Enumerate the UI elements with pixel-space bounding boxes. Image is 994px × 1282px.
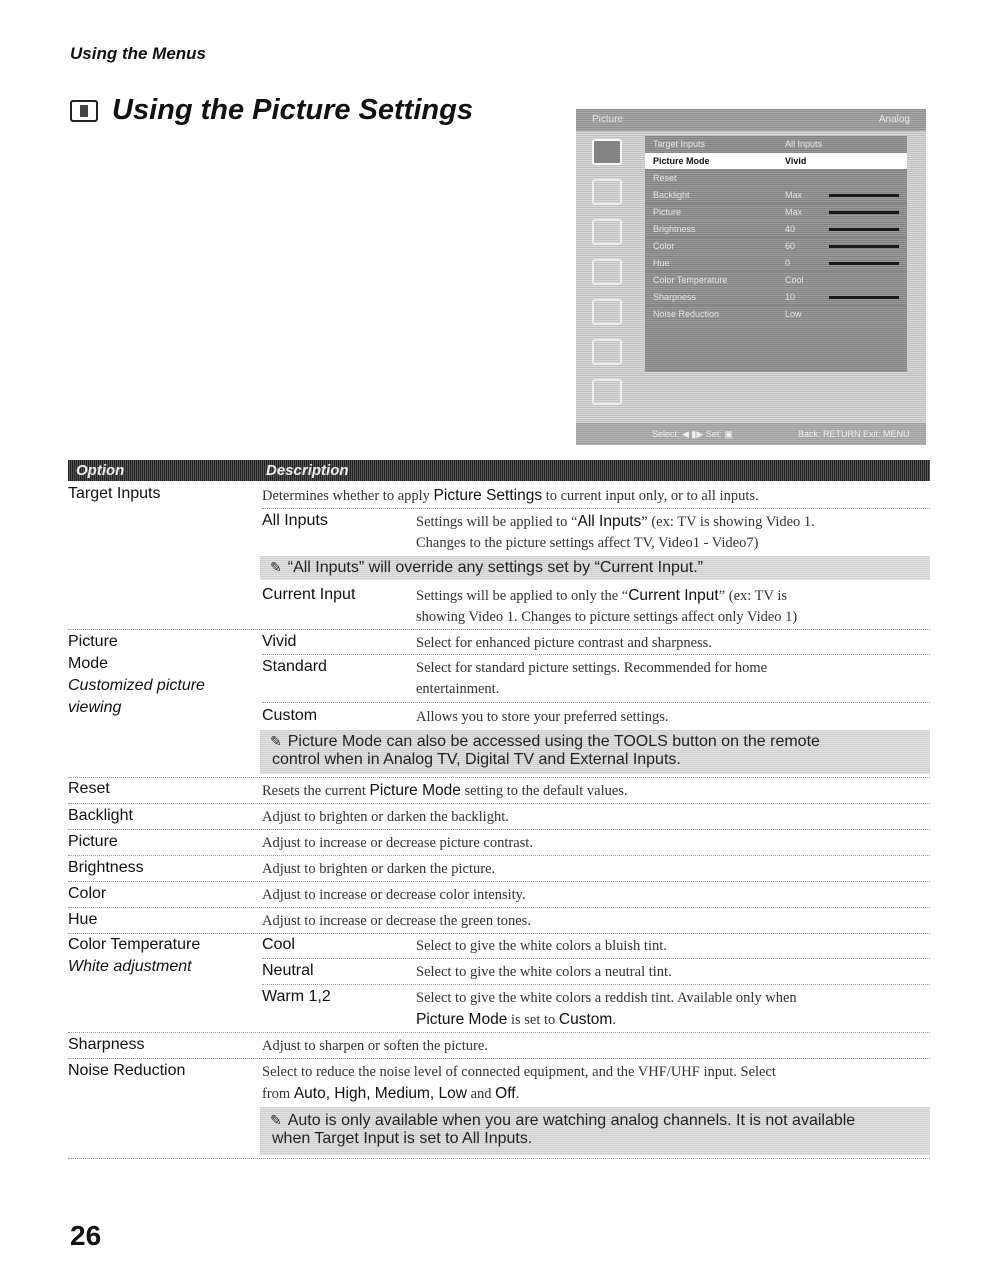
noise-reduction-description: Select to reduce the noise level of connected equipment, and the VHF/UHF input. Select from Auto, High, Medium, Low and Off. — [262, 1064, 776, 1102]
tv-menu-row-value: Low — [785, 309, 802, 319]
tv-footer-back: Back: RETURN Exit: MENU — [798, 429, 910, 439]
note-pencil-icon: ✎ — [270, 559, 282, 575]
sharpness-description: Adjust to sharpen or soften the picture. — [262, 1038, 488, 1054]
tv-menu-screenshot — [576, 109, 926, 445]
tv-menu-sidebar — [586, 139, 626, 439]
tv-menu-row-slider — [829, 211, 899, 214]
tv-menu-row — [645, 221, 907, 238]
tv-sound-icon — [592, 179, 622, 205]
backlight-description: Adjust to brighten or darken the backlight. — [262, 809, 509, 825]
option-brightness: Brightness — [68, 859, 144, 876]
tv-setup-icon — [592, 339, 622, 365]
tv-menu-row — [645, 238, 907, 255]
custom-description: Allows you to store your preferred settings. — [416, 709, 669, 725]
option-color: Color — [68, 885, 107, 902]
page-number: 26 — [70, 1220, 102, 1251]
tv-menu-list — [645, 136, 907, 372]
tv-footer-select: Select: ◀ ▮▶ Set: ▣ — [652, 429, 733, 439]
option-backlight: Backlight — [68, 807, 133, 824]
tv-tab-analog: Analog — [878, 114, 910, 125]
noise-reduction-note: ✎ Auto is only available when you are watching analog channels. It is not available when Target Input is set to All Inputs. — [260, 1107, 930, 1155]
brightness-description: Adjust to brighten or darken the picture. — [262, 861, 496, 877]
tv-menu-row-value: Vivid — [785, 156, 807, 166]
tv-menu-row-value: All Inputs — [785, 139, 823, 149]
tv-menu-row — [645, 136, 907, 153]
tv-menu-row-label: Backlight — [653, 190, 690, 200]
tv-menu-row-label: Picture Mode — [653, 156, 710, 166]
tv-menu-row-label: Brightness — [653, 224, 696, 234]
custom-label: Custom — [262, 707, 318, 724]
picture-settings-icon — [70, 100, 98, 122]
neutral-label: Neutral — [262, 962, 314, 979]
column-option: Option — [76, 462, 125, 479]
reset-description: Resets the current Picture Mode setting to the default values. — [262, 782, 628, 799]
tv-menu-row — [645, 289, 907, 306]
tv-screen-icon — [592, 219, 622, 245]
hue-description: Adjust to increase or decrease the green tones. — [262, 913, 531, 929]
tv-menu-row-label: Hue — [653, 258, 670, 268]
tv-menu-row-label: Sharpness — [653, 292, 697, 302]
neutral-description: Select to give the white colors a neutral tint. — [416, 964, 672, 980]
picture-description: Adjust to increase or decrease picture contrast. — [262, 835, 533, 851]
cool-label: Cool — [262, 936, 295, 953]
all-inputs-label: All Inputs — [262, 512, 328, 529]
standard-label: Standard — [262, 658, 327, 675]
section-header: Using the Menus — [70, 44, 207, 63]
tv-menu-row-slider — [829, 194, 899, 197]
table-header — [68, 460, 930, 481]
tv-menu-row-label: Noise Reduction — [653, 309, 720, 319]
tv-menu-row-value: Cool — [785, 275, 804, 285]
all-inputs-description: Settings will be applied to “All Inputs” (ex: TV is showing Video 1. Changes to the picture settings affect TV, Video1 - Video7) — [416, 513, 815, 551]
tv-menu-row-slider — [829, 228, 899, 231]
option-hue: Hue — [68, 911, 98, 928]
option-color-temperature: Color Temperature White adjustment — [68, 936, 201, 975]
page-title — [70, 94, 473, 127]
picture-mode-note: ✎ Picture Mode can also be accessed using the TOOLS button on the remote control when in Analog TV, Digital TV and External Inputs. — [260, 730, 930, 774]
note-pencil-icon: ✎ — [270, 1112, 282, 1128]
page-title-text: Using the Picture Settings — [112, 94, 473, 126]
warm-description: Select to give the white colors a reddish tint. Available only when Picture Mode is set to Custom. — [416, 990, 797, 1028]
option-noise-reduction: Noise Reduction — [68, 1062, 186, 1079]
tv-tab-picture: Picture — [592, 114, 624, 125]
color-description: Adjust to increase or decrease color intensity. — [262, 887, 526, 903]
tv-menu-row-label: Target Inputs — [653, 139, 706, 149]
option-reset: Reset — [68, 780, 110, 797]
tv-channel-icon — [592, 259, 622, 285]
tv-input-icon — [592, 379, 622, 405]
tv-menu-row-value: 10 — [785, 292, 796, 302]
warm-label: Warm 1,2 — [262, 988, 331, 1005]
tv-menu-row — [645, 272, 907, 289]
cool-description: Select to give the white colors a bluish tint. — [416, 938, 667, 954]
tv-menu-row-label: Color Temperature — [653, 275, 728, 285]
tv-menu-row-value: 60 — [785, 241, 796, 251]
tv-menu-header — [576, 109, 926, 131]
tv-menu-row-value: 40 — [785, 224, 796, 234]
option-picture-mode: Picture Mode Customized picture viewing — [68, 633, 205, 716]
tv-menu-row — [645, 255, 907, 272]
all-inputs-note: ✎ “All Inputs” will override any settings set by “Current Input.” — [260, 556, 930, 580]
current-input-description: Settings will be applied to only the “Current Input” (ex: TV is showing Video 1. Changes to picture settings affect only Video 1) — [416, 587, 798, 625]
option-sharpness: Sharpness — [68, 1036, 145, 1053]
tv-menu-row — [645, 187, 907, 204]
tv-menu-row-value: Max — [785, 190, 803, 200]
tv-menu-row-label: Picture — [653, 207, 682, 217]
tv-picture-icon — [592, 139, 622, 165]
vivid-description: Select for enhanced picture contrast and sharpness. — [416, 635, 712, 651]
target-inputs-description: Determines whether to apply Picture Settings to current input only, or to all inputs. — [262, 487, 759, 504]
tv-menu-row-label: Color — [653, 241, 675, 251]
standard-description: Select for standard picture settings. Recommended for home entertainment. — [416, 660, 768, 697]
option-picture: Picture — [68, 833, 118, 850]
tv-menu-row — [645, 204, 907, 221]
tv-menu-row-label: Reset — [653, 173, 677, 183]
tv-menu-row-value: Max — [785, 207, 803, 217]
tv-menu-row-slider — [829, 296, 899, 299]
vivid-label: Vivid — [262, 633, 297, 650]
tv-menu-row-slider — [829, 262, 899, 265]
current-input-label: Current Input — [262, 586, 356, 603]
note-pencil-icon: ✎ — [270, 733, 282, 749]
column-description: Description — [266, 462, 349, 479]
tv-menu-row — [645, 306, 907, 323]
tv-menu-row — [645, 170, 907, 187]
tv-menu-footer — [576, 423, 926, 445]
tv-parental-icon — [592, 299, 622, 325]
option-target-inputs: Target Inputs — [68, 485, 161, 502]
tv-menu-row-value: 0 — [785, 258, 791, 268]
tv-menu-row-slider — [829, 245, 899, 248]
tv-menu-row — [645, 153, 907, 170]
